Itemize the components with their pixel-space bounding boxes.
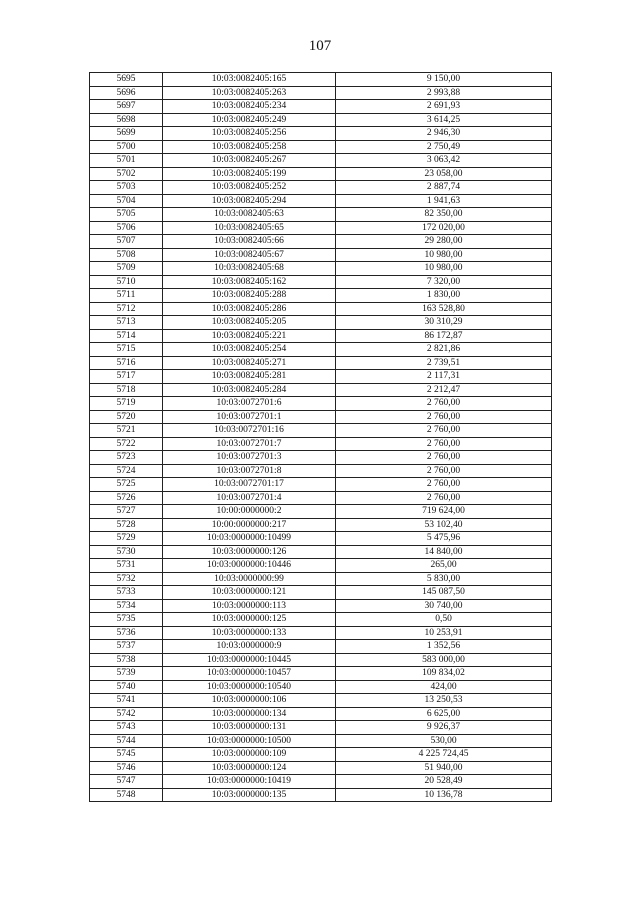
table-row [90, 424, 552, 438]
value-cell: 53 102,40 [336, 518, 552, 532]
value-cell: 2 739,51 [336, 356, 552, 370]
table-row [90, 626, 552, 640]
value-cell: 14 840,00 [336, 545, 552, 559]
table-row [90, 613, 552, 627]
value-cell: 2 993,88 [336, 86, 552, 100]
value-cell: 23 058,00 [336, 167, 552, 181]
cadastral-number-cell: 10:03:0000000:10445 [163, 653, 336, 667]
row-number-cell: 5701 [90, 154, 163, 168]
value-cell: 10 253,91 [336, 626, 552, 640]
table-row [90, 397, 552, 411]
row-number-cell: 5731 [90, 559, 163, 573]
row-number-cell: 5739 [90, 667, 163, 681]
cadastral-number-cell: 10:03:0082405:267 [163, 154, 336, 168]
row-number-cell: 5718 [90, 383, 163, 397]
value-cell: 2 760,00 [336, 451, 552, 465]
cadastral-number-cell: 10:03:0000000:10540 [163, 680, 336, 694]
table-row [90, 208, 552, 222]
table-row [90, 410, 552, 424]
value-cell: 1 830,00 [336, 289, 552, 303]
value-cell: 172 020,00 [336, 221, 552, 235]
value-cell: 265,00 [336, 559, 552, 573]
row-number-cell: 5747 [90, 775, 163, 789]
cadastral-number-cell: 10:03:0000000:124 [163, 761, 336, 775]
row-number-cell: 5698 [90, 113, 163, 127]
row-number-cell: 5723 [90, 451, 163, 465]
cadastral-number-cell: 10:03:0082405:199 [163, 167, 336, 181]
cadastral-number-cell: 10:03:0082405:286 [163, 302, 336, 316]
cadastral-number-cell: 10:03:0082405:281 [163, 370, 336, 384]
table-row [90, 73, 552, 87]
table-row [90, 721, 552, 735]
cadastral-number-cell: 10:03:0000000:106 [163, 694, 336, 708]
row-number-cell: 5740 [90, 680, 163, 694]
value-cell: 2 760,00 [336, 478, 552, 492]
value-cell: 0,50 [336, 613, 552, 627]
table-row [90, 316, 552, 330]
row-number-cell: 5726 [90, 491, 163, 505]
cadastral-number-cell: 10:03:0000000:10500 [163, 734, 336, 748]
cadastral-number-cell: 10:03:0082405:165 [163, 73, 336, 87]
cadastral-number-cell: 10:03:0082405:205 [163, 316, 336, 330]
value-cell: 2 760,00 [336, 491, 552, 505]
cadastral-number-cell: 10:03:0082405:67 [163, 248, 336, 262]
table-row [90, 194, 552, 208]
value-cell: 2 117,31 [336, 370, 552, 384]
cadastral-number-cell: 10:03:0082405:288 [163, 289, 336, 303]
row-number-cell: 5742 [90, 707, 163, 721]
row-number-cell: 5733 [90, 586, 163, 600]
value-cell: 10 980,00 [336, 262, 552, 276]
value-cell: 5 475,96 [336, 532, 552, 546]
table-row [90, 235, 552, 249]
value-cell: 82 350,00 [336, 208, 552, 222]
table-row [90, 653, 552, 667]
value-cell: 2 760,00 [336, 437, 552, 451]
table-row [90, 505, 552, 519]
cadastral-number-cell: 10:03:0082405:249 [163, 113, 336, 127]
row-number-cell: 5744 [90, 734, 163, 748]
cadastral-number-cell: 10:03:0082405:68 [163, 262, 336, 276]
value-cell: 9 150,00 [336, 73, 552, 87]
row-number-cell: 5703 [90, 181, 163, 195]
row-number-cell: 5720 [90, 410, 163, 424]
cadastral-number-cell: 10:03:0000000:126 [163, 545, 336, 559]
cadastral-number-cell: 10:03:0000000:10457 [163, 667, 336, 681]
row-number-cell: 5736 [90, 626, 163, 640]
table-row [90, 586, 552, 600]
cadastral-number-cell: 10:03:0072701:6 [163, 397, 336, 411]
table-row [90, 100, 552, 114]
table-row [90, 86, 552, 100]
table-row [90, 734, 552, 748]
value-cell: 109 834,02 [336, 667, 552, 681]
table-row [90, 181, 552, 195]
cadastral-number-cell: 10:00:0000000:217 [163, 518, 336, 532]
table-row [90, 262, 552, 276]
row-number-cell: 5700 [90, 140, 163, 154]
cadastral-number-cell: 10:03:0082405:254 [163, 343, 336, 357]
value-cell: 2 946,30 [336, 127, 552, 141]
table-row [90, 248, 552, 262]
cadastral-number-cell: 10:03:0072701:7 [163, 437, 336, 451]
cadastral-number-cell: 10:03:0000000:9 [163, 640, 336, 654]
table-row [90, 289, 552, 303]
table-row [90, 775, 552, 789]
value-cell: 4 225 724,45 [336, 748, 552, 762]
table-row [90, 545, 552, 559]
table-row [90, 464, 552, 478]
value-cell: 7 320,00 [336, 275, 552, 289]
cadastral-number-cell: 10:03:0072701:16 [163, 424, 336, 438]
table-row [90, 356, 552, 370]
value-cell: 2 212,47 [336, 383, 552, 397]
value-cell: 1 941,63 [336, 194, 552, 208]
row-number-cell: 5716 [90, 356, 163, 370]
table-row [90, 451, 552, 465]
table-row [90, 154, 552, 168]
row-number-cell: 5699 [90, 127, 163, 141]
cadastral-number-cell: 10:03:0000000:133 [163, 626, 336, 640]
cadastral-number-cell: 10:03:0082405:234 [163, 100, 336, 114]
row-number-cell: 5713 [90, 316, 163, 330]
cadastral-number-cell: 10:03:0000000:135 [163, 788, 336, 802]
row-number-cell: 5724 [90, 464, 163, 478]
row-number-cell: 5721 [90, 424, 163, 438]
table-row [90, 478, 552, 492]
cadastral-number-cell: 10:03:0000000:131 [163, 721, 336, 735]
value-cell: 86 172,87 [336, 329, 552, 343]
value-cell: 424,00 [336, 680, 552, 694]
cadastral-number-cell: 10:03:0000000:113 [163, 599, 336, 613]
row-number-cell: 5748 [90, 788, 163, 802]
cadastral-number-cell: 10:03:0072701:3 [163, 451, 336, 465]
row-number-cell: 5711 [90, 289, 163, 303]
row-number-cell: 5708 [90, 248, 163, 262]
row-number-cell: 5732 [90, 572, 163, 586]
table-row [90, 761, 552, 775]
cadastral-number-cell: 10:03:0000000:134 [163, 707, 336, 721]
table-row [90, 437, 552, 451]
value-cell: 2 821,86 [336, 343, 552, 357]
row-number-cell: 5697 [90, 100, 163, 114]
row-number-cell: 5737 [90, 640, 163, 654]
table-row [90, 343, 552, 357]
row-number-cell: 5696 [90, 86, 163, 100]
cadastral-number-cell: 10:03:0082405:256 [163, 127, 336, 141]
row-number-cell: 5727 [90, 505, 163, 519]
value-cell: 30 740,00 [336, 599, 552, 613]
table-row [90, 113, 552, 127]
cadastral-number-cell: 10:03:0000000:10446 [163, 559, 336, 573]
table-row [90, 640, 552, 654]
cadastral-number-cell: 10:03:0082405:66 [163, 235, 336, 249]
row-number-cell: 5745 [90, 748, 163, 762]
cadastral-number-cell: 10:03:0082405:258 [163, 140, 336, 154]
row-number-cell: 5743 [90, 721, 163, 735]
value-cell: 6 625,00 [336, 707, 552, 721]
row-number-cell: 5706 [90, 221, 163, 235]
cadastral-number-cell: 10:03:0082405:65 [163, 221, 336, 235]
cadastral-number-cell: 10:03:0082405:63 [163, 208, 336, 222]
cadastral-number-cell: 10:03:0000000:10419 [163, 775, 336, 789]
table-row [90, 302, 552, 316]
row-number-cell: 5728 [90, 518, 163, 532]
value-cell: 1 352,56 [336, 640, 552, 654]
cadastral-number-cell: 10:03:0072701:1 [163, 410, 336, 424]
value-cell: 2 887,74 [336, 181, 552, 195]
cadastral-number-cell: 10:03:0082405:284 [163, 383, 336, 397]
value-cell: 3 614,25 [336, 113, 552, 127]
value-cell: 5 830,00 [336, 572, 552, 586]
row-number-cell: 5714 [90, 329, 163, 343]
cadastral-number-cell: 10:03:0072701:8 [163, 464, 336, 478]
cadastral-number-cell: 10:00:0000000:2 [163, 505, 336, 519]
table-row [90, 532, 552, 546]
row-number-cell: 5722 [90, 437, 163, 451]
row-number-cell: 5712 [90, 302, 163, 316]
row-number-cell: 5741 [90, 694, 163, 708]
value-cell: 2 760,00 [336, 397, 552, 411]
table-row [90, 559, 552, 573]
row-number-cell: 5705 [90, 208, 163, 222]
row-number-cell: 5717 [90, 370, 163, 384]
cadastral-number-cell: 10:03:0082405:221 [163, 329, 336, 343]
value-cell: 583 000,00 [336, 653, 552, 667]
table-row [90, 788, 552, 802]
table-row [90, 275, 552, 289]
page-number: 107 [308, 38, 332, 54]
cadastral-number-cell: 10:03:0000000:121 [163, 586, 336, 600]
table-row [90, 383, 552, 397]
table-row [90, 127, 552, 141]
table-row [90, 572, 552, 586]
row-number-cell: 5734 [90, 599, 163, 613]
cadastral-number-cell: 10:03:0000000:109 [163, 748, 336, 762]
value-cell: 13 250,53 [336, 694, 552, 708]
value-cell: 163 528,80 [336, 302, 552, 316]
row-number-cell: 5704 [90, 194, 163, 208]
table-row [90, 370, 552, 384]
value-cell: 2 750,49 [336, 140, 552, 154]
table-row [90, 707, 552, 721]
value-cell: 145 087,50 [336, 586, 552, 600]
cadastral-number-cell: 10:03:0082405:294 [163, 194, 336, 208]
row-number-cell: 5719 [90, 397, 163, 411]
cadastral-number-cell: 10:03:0072701:17 [163, 478, 336, 492]
cadastral-number-cell: 10:03:0082405:162 [163, 275, 336, 289]
row-number-cell: 5738 [90, 653, 163, 667]
row-number-cell: 5729 [90, 532, 163, 546]
table-row [90, 491, 552, 505]
value-cell: 3 063,42 [336, 154, 552, 168]
value-cell: 9 926,37 [336, 721, 552, 735]
row-number-cell: 5730 [90, 545, 163, 559]
row-number-cell: 5710 [90, 275, 163, 289]
table-row [90, 667, 552, 681]
value-cell: 2 760,00 [336, 410, 552, 424]
value-cell: 30 310,29 [336, 316, 552, 330]
cadastral-number-cell: 10:03:0000000:10499 [163, 532, 336, 546]
value-cell: 2 760,00 [336, 464, 552, 478]
value-cell: 530,00 [336, 734, 552, 748]
row-number-cell: 5746 [90, 761, 163, 775]
table-row [90, 694, 552, 708]
table-body [90, 73, 552, 802]
row-number-cell: 5715 [90, 343, 163, 357]
row-number-cell: 5725 [90, 478, 163, 492]
value-cell: 29 280,00 [336, 235, 552, 249]
cadastral-number-cell: 10:03:0000000:99 [163, 572, 336, 586]
value-cell: 51 940,00 [336, 761, 552, 775]
table-row [90, 140, 552, 154]
row-number-cell: 5707 [90, 235, 163, 249]
table-row [90, 680, 552, 694]
cadastral-number-cell: 10:03:0082405:252 [163, 181, 336, 195]
table-row [90, 518, 552, 532]
value-cell: 20 528,49 [336, 775, 552, 789]
value-cell: 719 624,00 [336, 505, 552, 519]
table-row [90, 599, 552, 613]
cadastral-number-cell: 10:03:0082405:263 [163, 86, 336, 100]
table-row [90, 329, 552, 343]
table-row [90, 167, 552, 181]
row-number-cell: 5735 [90, 613, 163, 627]
table-row [90, 748, 552, 762]
cadastral-number-cell: 10:03:0072701:4 [163, 491, 336, 505]
value-cell: 2 760,00 [336, 424, 552, 438]
cadastral-number-cell: 10:03:0082405:271 [163, 356, 336, 370]
value-cell: 10 136,78 [336, 788, 552, 802]
table-row [90, 221, 552, 235]
cadastral-value-table [89, 72, 552, 802]
row-number-cell: 5702 [90, 167, 163, 181]
value-cell: 2 691,93 [336, 100, 552, 114]
row-number-cell: 5695 [90, 73, 163, 87]
value-cell: 10 980,00 [336, 248, 552, 262]
cadastral-number-cell: 10:03:0000000:125 [163, 613, 336, 627]
row-number-cell: 5709 [90, 262, 163, 276]
